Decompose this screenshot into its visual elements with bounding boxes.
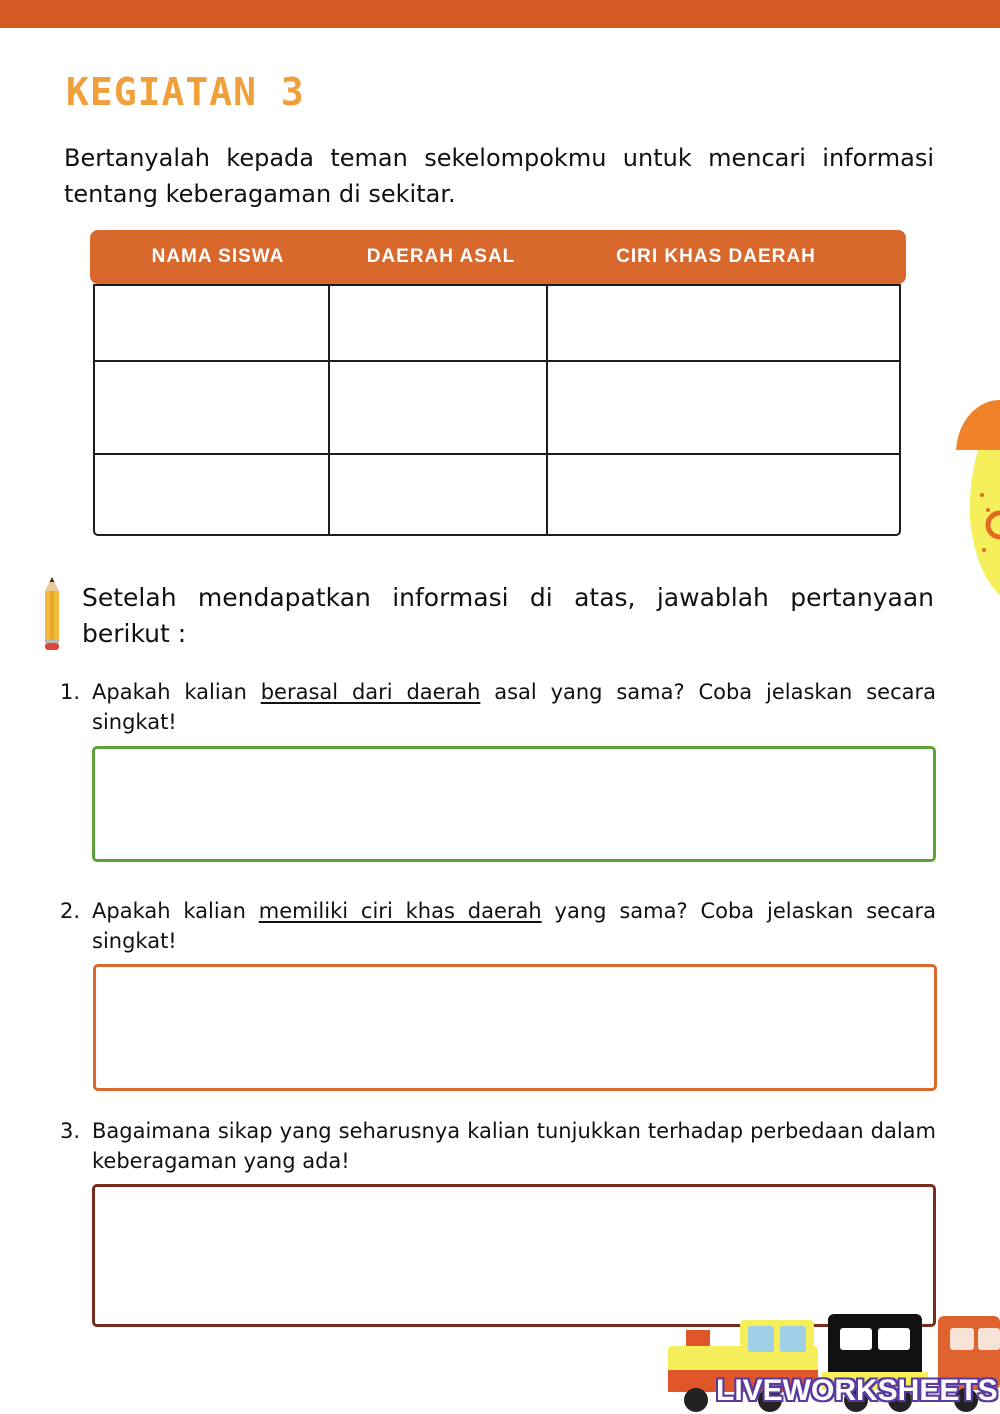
- question-text-part: Apakah kalian: [92, 680, 261, 704]
- top-accent-bar: [0, 0, 1000, 28]
- table-cell[interactable]: [328, 284, 548, 362]
- question-text: [92, 677, 936, 737]
- column-header-ciri-khas-daerah: CIRI KHAS DAERAH: [616, 246, 816, 267]
- rocket-icon: [948, 400, 1000, 600]
- intro-text: Bertanyalah kepada teman sekelompokmu untuk mencari informasi tentang keberagaman di sekitar.: [64, 144, 934, 208]
- table-cell[interactable]: [328, 360, 548, 455]
- question-3: [60, 1116, 936, 1176]
- table-cell[interactable]: [546, 360, 901, 455]
- question-2: [60, 896, 936, 956]
- question-text-part: yang sama? Coba jelaskan secara singkat!: [92, 899, 936, 953]
- question-underlined-phrase: berasal dari daerah: [260, 680, 481, 704]
- question-number: 2.: [60, 899, 81, 923]
- answer-box-2[interactable]: [93, 964, 937, 1091]
- table-cell[interactable]: [93, 284, 330, 362]
- question-text: [92, 1116, 936, 1176]
- watermark: LIVEWORKSHEETS: [716, 1374, 998, 1407]
- question-text-part: asal yang sama? Coba jelaskan secara singkat!: [92, 680, 936, 734]
- column-header-daerah-asal: DAERAH ASAL: [366, 246, 516, 267]
- question-number: 3.: [60, 1119, 81, 1143]
- question-text-part: Bagaimana sikap yang seharusnya kalian tunjukkan terhadap perbedaan dalam keberagaman yang ada!: [92, 1119, 936, 1173]
- question-number: 1.: [60, 680, 81, 704]
- table-header: [90, 230, 906, 284]
- question-1: [60, 677, 936, 737]
- pencil-icon: [44, 577, 60, 651]
- question-text-part: Apakah kalian: [92, 899, 259, 923]
- table-cell[interactable]: [93, 453, 330, 536]
- table-cell[interactable]: [546, 453, 901, 536]
- answer-box-3[interactable]: [92, 1184, 936, 1327]
- info-table: [93, 284, 901, 536]
- table-cell[interactable]: [328, 453, 548, 536]
- page-title: KEGIATAN 3: [66, 70, 305, 114]
- table-cell[interactable]: [93, 360, 330, 455]
- question-underlined-phrase: memiliki ciri khas daerah: [258, 899, 542, 923]
- answer-box-1[interactable]: [92, 746, 936, 862]
- instruction-text: Setelah mendapatkan informasi di atas, jawablah pertanyaan berikut :: [82, 583, 934, 648]
- table-cell[interactable]: [546, 284, 901, 362]
- question-text: [92, 896, 936, 956]
- column-header-nama-siswa: NAMA SISWA: [151, 246, 285, 267]
